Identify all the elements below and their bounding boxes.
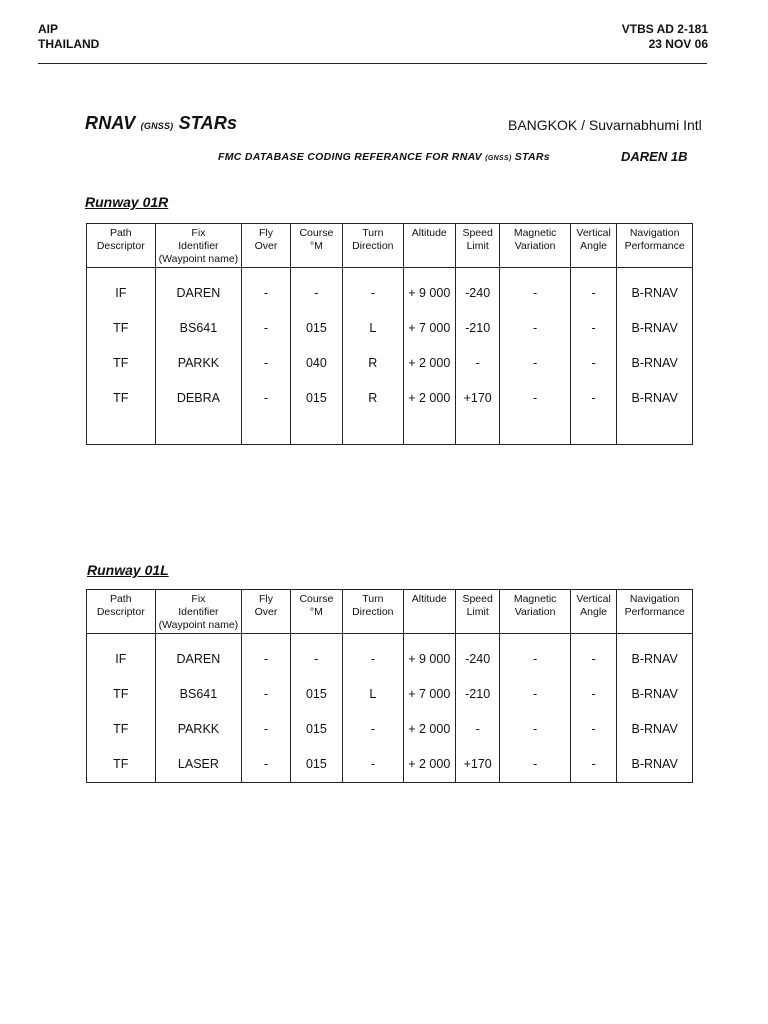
header-date: 23 NOV 06: [648, 37, 708, 51]
col-header-navigation-performance: Navigation Performance: [617, 590, 693, 634]
cell-magnetic-variation: -: [533, 286, 538, 300]
cell-speed-limit: -: [475, 722, 480, 736]
col-header-fly-over: Fly Over: [242, 590, 290, 634]
cell-fix-identifier: DAREN: [176, 286, 221, 300]
cell-altitude: + 2 000: [408, 356, 451, 370]
procedure-name: DAREN 1B: [621, 149, 688, 164]
cell-navigation-performance: B-RNAV: [631, 391, 678, 405]
col-course: [290, 634, 342, 783]
cell-navigation-performance: B-RNAV: [631, 687, 678, 701]
cell-path-descriptor: TF: [113, 321, 129, 335]
cell-navigation-performance: B-RNAV: [631, 356, 678, 370]
runway-label-1: Runway 01R: [85, 194, 169, 210]
cell-vertical-angle: -: [591, 286, 596, 300]
cell-magnetic-variation: -: [533, 356, 538, 370]
cell-magnetic-variation: -: [533, 757, 538, 771]
cell-speed-limit: +170: [463, 391, 492, 405]
header-country: THAILAND: [38, 37, 100, 51]
cell-fly-over: -: [263, 687, 269, 701]
cell-path-descriptor: TF: [113, 391, 129, 405]
col-altitude: [403, 268, 455, 445]
cell-vertical-angle: -: [591, 356, 596, 370]
col-path-descriptor: [87, 634, 156, 783]
cell-turn-direction: -: [370, 722, 375, 736]
col-navigation-performance: [617, 634, 693, 783]
cell-path-descriptor: IF: [115, 286, 127, 300]
subtitle-suffix: STARs: [514, 151, 550, 163]
cell-fix-identifier: BS641: [179, 321, 218, 335]
cell-vertical-angle: -: [591, 391, 596, 405]
col-header-fix-identifier: Fix Identifier (Waypoint name): [155, 590, 242, 634]
cell-course: 015: [305, 391, 327, 405]
col-header-course: Course °M: [290, 590, 342, 634]
col-header-magnetic-variation: Magnetic Variation: [500, 224, 571, 268]
cell-path-descriptor: IF: [115, 652, 127, 666]
col-header-magnetic-variation: Magnetic Variation: [500, 590, 571, 634]
cell-magnetic-variation: -: [533, 687, 538, 701]
cell-altitude: + 7 000: [408, 321, 451, 335]
header-left: [38, 22, 99, 52]
col-altitude: [403, 634, 455, 783]
cell-path-descriptor: TF: [113, 757, 129, 771]
col-speed-limit: [455, 634, 499, 783]
page-subtitle: [218, 151, 550, 163]
col-header-fly-over: Fly Over: [242, 224, 290, 268]
cell-vertical-angle: -: [591, 757, 596, 771]
cell-vertical-angle: -: [591, 722, 596, 736]
cell-fix-identifier: DAREN: [176, 652, 221, 666]
cell-course: -: [314, 286, 319, 300]
col-header-path-descriptor: Path Descriptor: [87, 224, 156, 268]
col-header-turn-direction: Turn Direction: [343, 224, 403, 268]
col-header-vertical-angle: Vertical Angle: [570, 224, 616, 268]
runway-label-2: Runway 01L: [87, 562, 169, 578]
cell-altitude: + 7 000: [408, 687, 451, 701]
cell-speed-limit: -240: [465, 286, 491, 300]
cell-magnetic-variation: -: [533, 321, 538, 335]
cell-navigation-performance: B-RNAV: [631, 321, 678, 335]
cell-turn-direction: -: [370, 652, 375, 666]
cell-turn-direction: R: [368, 391, 378, 405]
cell-course: -: [314, 652, 319, 666]
col-header-navigation-performance: Navigation Performance: [617, 224, 693, 268]
col-magnetic-variation: [500, 268, 571, 445]
header-right: [622, 22, 708, 52]
col-turn-direction: [343, 634, 403, 783]
cell-course: 040: [305, 356, 327, 370]
airport-name: BANGKOK / Suvarnabhumi Intl: [508, 117, 702, 133]
cell-speed-limit: -: [475, 356, 480, 370]
col-vertical-angle: [570, 634, 616, 783]
cell-fix-identifier: PARKK: [177, 356, 220, 370]
coding-table-1: [86, 223, 693, 445]
cell-altitude: + 2 000: [408, 722, 451, 736]
cell-altitude: + 9 000: [408, 286, 451, 300]
col-header-path-descriptor: Path Descriptor: [87, 590, 156, 634]
cell-speed-limit: -210: [465, 321, 491, 335]
col-fix-identifier: [155, 634, 242, 783]
col-header-course: Course °M: [290, 224, 342, 268]
cell-speed-limit: -240: [465, 652, 491, 666]
cell-fly-over: -: [263, 321, 269, 335]
col-header-turn-direction: Turn Direction: [343, 590, 403, 634]
cell-turn-direction: L: [369, 687, 377, 701]
cell-turn-direction: -: [370, 757, 375, 771]
cell-fly-over: -: [263, 286, 269, 300]
cell-course: 015: [305, 722, 327, 736]
cell-magnetic-variation: -: [533, 722, 538, 736]
cell-speed-limit: +170: [463, 757, 492, 771]
cell-navigation-performance: B-RNAV: [631, 757, 678, 771]
col-fix-identifier: [155, 268, 242, 445]
cell-magnetic-variation: -: [533, 652, 538, 666]
cell-altitude: + 2 000: [408, 757, 451, 771]
cell-fly-over: -: [263, 391, 269, 405]
cell-turn-direction: L: [369, 321, 377, 335]
col-turn-direction: [343, 268, 403, 445]
cell-course: 015: [305, 757, 327, 771]
col-header-vertical-angle: Vertical Angle: [570, 590, 616, 634]
cell-vertical-angle: -: [591, 652, 596, 666]
subtitle-prefix: FMC DATABASE CODING REFERANCE FOR RNAV: [218, 151, 482, 163]
cell-turn-direction: -: [370, 286, 375, 300]
page-title: [85, 113, 237, 134]
cell-turn-direction: R: [368, 356, 378, 370]
col-header-fix-identifier: Fix Identifier (Waypoint name): [155, 224, 242, 268]
cell-path-descriptor: TF: [113, 687, 129, 701]
col-fly-over: [242, 634, 290, 783]
cell-vertical-angle: -: [591, 321, 596, 335]
col-header-speed-limit: Speed Limit: [455, 590, 499, 634]
cell-course: 015: [305, 321, 327, 335]
cell-path-descriptor: TF: [113, 722, 129, 736]
cell-altitude: + 2 000: [408, 391, 451, 405]
cell-fly-over: -: [263, 757, 269, 771]
subtitle-sub: (GNSS): [485, 155, 512, 162]
cell-navigation-performance: B-RNAV: [631, 722, 678, 736]
cell-fix-identifier: PARKK: [177, 722, 220, 736]
col-path-descriptor: [87, 268, 156, 445]
col-magnetic-variation: [500, 634, 571, 783]
cell-course: 015: [305, 687, 327, 701]
header-aip: AIP: [38, 22, 59, 36]
col-vertical-angle: [570, 268, 616, 445]
cell-fly-over: -: [263, 722, 269, 736]
col-header-altitude: Altitude: [403, 590, 455, 634]
col-fly-over: [242, 268, 290, 445]
cell-navigation-performance: B-RNAV: [631, 652, 678, 666]
cell-navigation-performance: B-RNAV: [631, 286, 678, 300]
cell-magnetic-variation: -: [533, 391, 538, 405]
col-header-speed-limit: Speed Limit: [455, 224, 499, 268]
cell-fly-over: -: [263, 356, 269, 370]
col-header-altitude: Altitude: [403, 224, 455, 268]
title-sub: (GNSS): [140, 121, 174, 131]
col-speed-limit: [455, 268, 499, 445]
cell-altitude: + 9 000: [408, 652, 451, 666]
cell-fix-identifier: DEBRA: [176, 391, 220, 405]
table-body-row: [87, 268, 693, 445]
col-course: [290, 268, 342, 445]
header-divider: [38, 63, 707, 64]
cell-path-descriptor: TF: [113, 356, 129, 370]
title-suffix: STARs: [178, 113, 238, 133]
title-prefix: RNAV: [85, 113, 136, 133]
table-body-row: [87, 634, 693, 783]
col-navigation-performance: [617, 268, 693, 445]
cell-vertical-angle: -: [591, 687, 596, 701]
cell-fix-identifier: LASER: [177, 757, 219, 771]
cell-speed-limit: -210: [465, 687, 491, 701]
cell-fly-over: -: [263, 652, 269, 666]
header-page-ref: VTBS AD 2-181: [621, 22, 708, 36]
coding-table-2: [86, 589, 693, 783]
cell-fix-identifier: BS641: [179, 687, 218, 701]
